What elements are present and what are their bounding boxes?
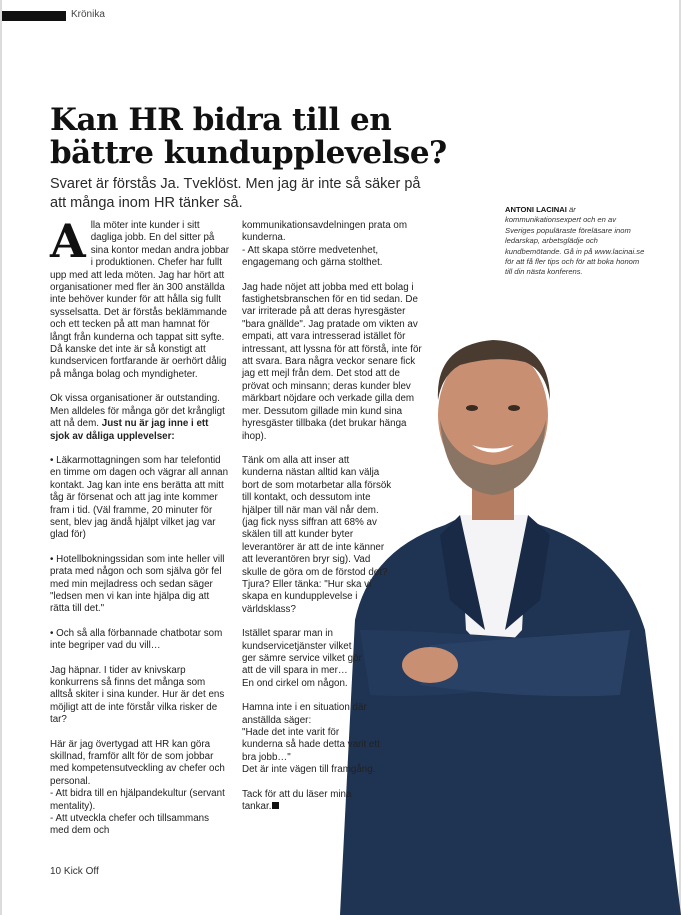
section-label: Krönika [71,9,105,20]
paragraph-11: Istället sparar man in kundservicetjänster vilket ger sämre service vilket gör att de vill spara in mer… En ond cirkel om någon. [242,628,362,689]
eye-left [466,405,478,411]
article-column-1 [50,214,230,850]
paragraph-10: Tänk om alla att inser att kunderna nästan alltid kan välja bort de som motarbetar alla försök till kontakt, och dessutom inte hjälper till när man väl når dem. (jag fick nyss siffran att 68% av skälen till att kunder byter leverantörer är att de inte känner att leverantören bryr sig). Vad skulle de göra om de förstod det? Tjura? Eller tänka: "Hur ska vi skapa en kundupplevelse i världsklass? [242,454,392,615]
eye-right [508,405,520,411]
paragraph-12: Hamna inte i en situation där anställda säger: "Hade det inte varit för kunderna så hade detta varit ett bra jobb…" Det är inte vägen till framgång. [242,702,380,776]
author-description: är kommunikationsexpert och en av Sveriges populäraste föreläsare inom ledarskap, arbetsglädje och kundbemötande. Gå in på www.lacinai.se för att få fler tips och för att boka honom till din nästa konferens. [505,205,645,277]
author-caption [505,205,645,278]
paragraph-5: • Och så alla förbannade chatbotar som inte begriper vad du vill… [50,627,223,652]
paragraph-4: • Hotellbokningssidan som inte heller vill prata med någon och som själva gör fel med min mejladress och sedan säger "ledsen men vi kan inte hjälpa dig att rätta till det." [50,553,225,615]
author-name: ANTONI LACINAI [505,205,567,214]
page-border-left [0,0,2,915]
paragraph-3: • Läkarmottagningen som har telefontid en timme om dagen och vägrar all annan kontakt. Jag kan inte ens berätta att mitt tåg är försenat och att jag inte kommer fram i tid. (Väl framme, 20 minuter för sent, blev jag ändå hjälpt vilket jag var glad för) [50,454,229,541]
drop-cap: A [50,214,86,268]
end-mark [272,802,279,809]
paragraph-2: Ok vissa organisationer är outstanding. Men alldeles för många gör det krångligt att nå dem. Just nu är jag inne i ett sjok av dåliga upplevelser: [50,393,225,442]
paragraph-1: Alla möter inte kunder i sitt dagliga jobb. En del sitter på sina kontor medan andra jobbar i produktionen. Chefer har fullt upp med att leda möten. Jag har hört att organisationer med fler än 300 anställda inte behöver kunder för att hålla sig fullt sysselsatta. Det är förstås beklämmande och ett tecken på att man hamnat för långt från kunderna och tappat sitt syfte. Då kanske det inte är så konstigt att kundservicen fortfarande är oerhört dålig på många bolag och myndigheter. [50,214,230,380]
paragraph-9: Jag hade nöjet att jobba med ett bolag i fastighetsbranschen för en tid sedan. De var irriterade på att deras hyresgäster "bara gnällde". Jag pratade om vikten av empati, att vara intresserad istället för intressant, att lyssna för att förstå, inte för att svara. Bara några veckor senare fick jag ett mejl från dem. Det stod att de prövat och minsann; deras kunder blev märkbart nöjdare och verkade gilla dem mer. Dessutom gillade min kund sina hyresgäster tillbaka (det brukar hänga ihop). [242,281,422,442]
paragraph-13: Tack för att du läser mina tankar. [242,788,352,813]
article-title: Kan HR bidra till en bättre kundupplevelse? [50,102,447,171]
article-lead: Svaret är förstås Ja. Tveklöst. Men jag är inte så säker på att många inom HR tänker så. [50,176,421,211]
paragraph-8: kommunikationsavdelningen prata om kunderna. - Att skapa större medvetenhet, engagemang och gärna stolthet. [242,220,408,269]
article-column-2 [242,220,422,825]
section-bar [2,11,66,21]
paragraph-6: Jag häpnar. I tider av knivskarp konkurrens så finns det många som alltså skiter i sina kunder. Hur är det ens möjligt att de inte förstår vilka risker de tar? [50,664,225,726]
page-footer: 10 Kick Off [50,866,99,877]
paragraph-7: Här är jag övertygad att HR kan göra skillnad, framför allt för de som jobbar med kompetensutveckling av chefer och personal. - Att bidra till en hjälpandekultur (servant mentality). - Att utveckla chefer och tillsammans med dem och [50,738,225,837]
